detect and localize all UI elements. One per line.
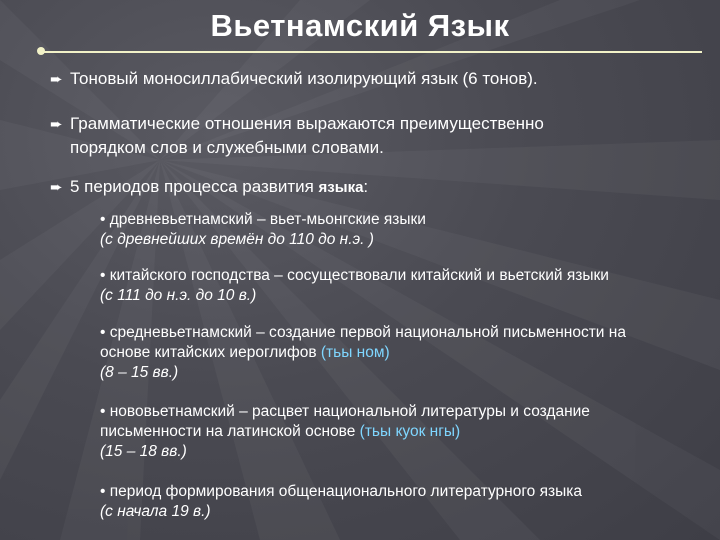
script-name-highlight: (тьы ном) bbox=[320, 344, 390, 361]
script-name-highlight: (тьы куок нгы) bbox=[359, 423, 461, 440]
period-ancient bbox=[100, 210, 718, 250]
period-dates: (с 111 до н.э. до 10 в.) bbox=[100, 287, 257, 304]
bullet-grammar bbox=[50, 112, 544, 159]
period-name: • средневьетнамский – создание первой национальной письменности на bbox=[100, 324, 626, 341]
period-chinese-rule bbox=[100, 266, 718, 306]
slide-title: Вьетнамский Язык bbox=[210, 8, 510, 43]
bullet-text-bold: языка bbox=[318, 179, 364, 196]
bullet-text-line2: порядком слов и служебными словами. bbox=[70, 138, 384, 157]
period-dates: (8 – 15 вв.) bbox=[100, 364, 179, 381]
period-dates: (с начала 19 в.) bbox=[100, 503, 211, 520]
period-desc: письменности на латинской основе bbox=[100, 423, 360, 440]
period-name: • период формирования общенационального литературного языка bbox=[100, 483, 582, 500]
period-name: • китайского господства – сосуществовали китайский и вьетский языки bbox=[100, 267, 609, 284]
title-underline bbox=[42, 51, 702, 53]
period-national bbox=[100, 482, 718, 522]
period-dates: (15 – 18 вв.) bbox=[100, 443, 187, 460]
period-middle bbox=[100, 323, 718, 383]
period-dates: (с древнейших времён до 110 до н.э. ) bbox=[100, 231, 374, 248]
arrow-bullet-icon: ➨ bbox=[50, 71, 63, 88]
period-name: • нововьетнамский – расцвет национальной литературы и создание bbox=[100, 403, 590, 420]
period-name: • древневьетнамский – вьет-мьонгские языки bbox=[100, 211, 426, 228]
bullet-text-line1: Грамматические отношения выражаются преимущественно bbox=[70, 114, 544, 133]
bullet-periods bbox=[50, 175, 368, 199]
bullet-text-end: : bbox=[363, 177, 369, 196]
bullet-text: 5 периодов процесса развития bbox=[70, 177, 319, 196]
arrow-bullet-icon: ➨ bbox=[50, 179, 63, 196]
bullet-text: Тоновый моносиллабический изолирующий язык (6 тонов). bbox=[70, 69, 538, 88]
bullet-tonal-language bbox=[50, 67, 538, 91]
period-new bbox=[100, 402, 718, 462]
arrow-bullet-icon: ➨ bbox=[50, 116, 63, 133]
period-desc: основе китайских иероглифов bbox=[100, 344, 321, 361]
